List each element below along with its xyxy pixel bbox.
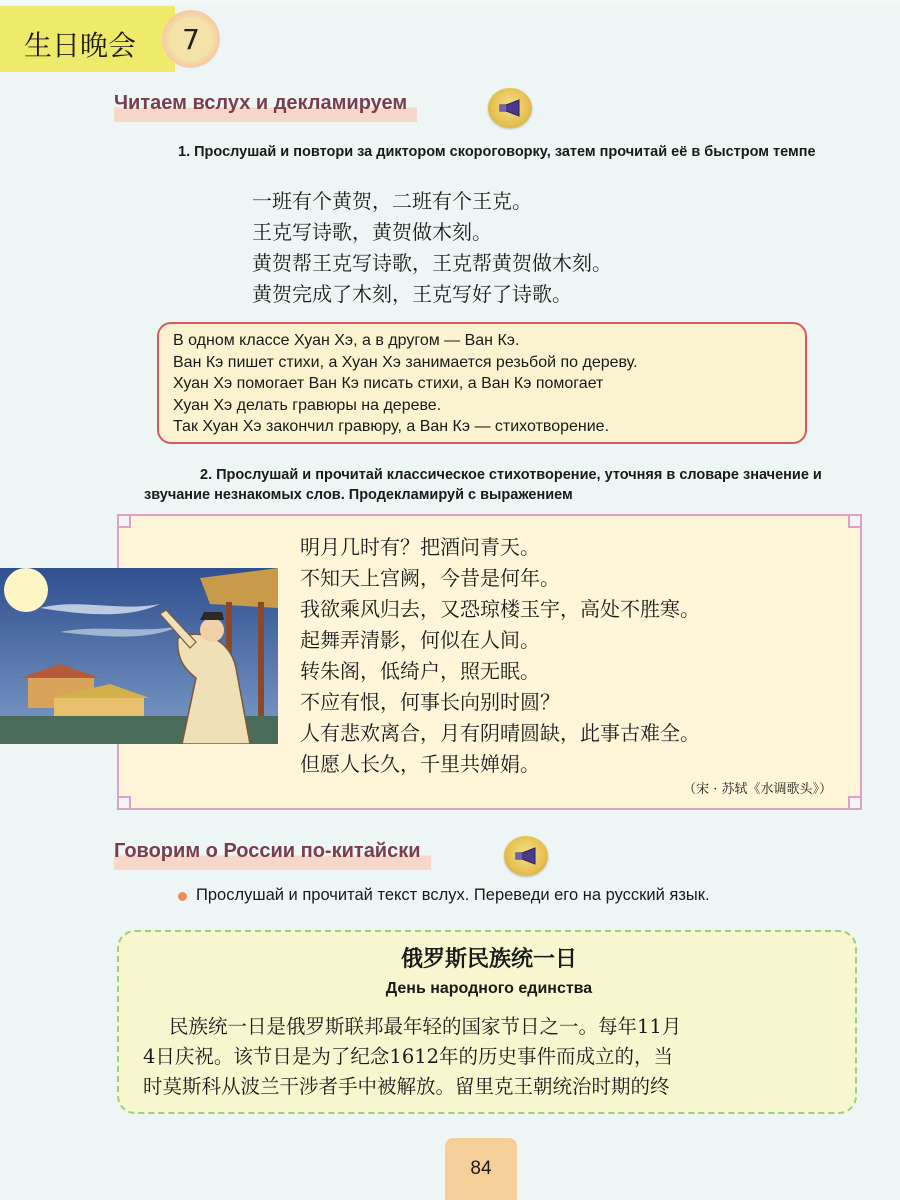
article-line: 民族统一日是俄罗斯联邦最年轻的国家节日之一。每年11月 — [169, 1015, 682, 1038]
moon-icon — [4, 568, 48, 612]
poem-corner — [848, 796, 862, 810]
tongue-twister-line: 黄贺帮王克写诗歌，王克帮黄贺做木刻。 — [252, 251, 612, 275]
lesson-title: 生日晚会 — [24, 29, 137, 62]
poem-line: 不应有恨，何事长向别时圆？ — [300, 690, 560, 714]
task1-instruction: 1. Прослушай и повтори за диктором скороговорку, затем прочитай её в быстром темпе — [178, 144, 816, 160]
poem-line: 但愿人长久，千里共婵娟。 — [300, 752, 540, 776]
poem-line: 明月几时有？把酒问青天。 — [300, 535, 540, 559]
translation-line: Так Хуан Хэ закончил гравюру, а Ван Кэ — стихотворение. — [173, 418, 610, 435]
bullet-icon — [178, 892, 187, 901]
poem-line: 转朱阁，低绮户，照无眠。 — [300, 659, 540, 683]
article-box — [117, 930, 857, 1114]
tongue-twister — [252, 186, 612, 310]
article-line: 时莫斯科从波兰干涉者手中被解放。留里克王朝统治时期的终 — [143, 1075, 670, 1098]
translation-box — [157, 322, 807, 444]
poem-corner — [848, 514, 862, 528]
speaker-icon[interactable] — [504, 836, 548, 876]
translation-line: В одном классе Хуан Хэ, а в другом — Ван Кэ. — [173, 332, 520, 349]
speaker-icon[interactable] — [488, 88, 532, 128]
lesson-number-badge — [162, 10, 220, 68]
poem-line: 我欲乘风归去，又恐琼楼玉宇，高处不胜寒。 — [300, 597, 700, 621]
tongue-twister-line: 一班有个黄贺，二班有个王克。 — [252, 189, 532, 213]
translation-line: Хуан Хэ делать гравюры на дереве. — [173, 396, 442, 414]
translation-line: Хуан Хэ помогает Ван Кэ писать стихи, а Ван Кэ помогает — [173, 375, 604, 392]
page-top-edge — [0, 0, 900, 4]
translation-line: Ван Кэ пишет стихи, а Хуан Хэ занимается резьбой по дереву. — [173, 353, 638, 371]
speaker-glyph-icon — [513, 845, 539, 867]
tongue-twister-line: 黄贺完成了木刻，王克写好了诗歌。 — [252, 282, 572, 306]
tongue-twister-line: 王克写诗歌，黄贺做木刻。 — [252, 220, 492, 244]
poem-line: 人有悲欢离合，月有阴晴圆缺，此事古难全。 — [300, 721, 700, 745]
speaker-glyph-icon — [497, 97, 523, 119]
lesson-header — [0, 6, 175, 72]
article-subtitle: День народного единства — [385, 980, 593, 997]
article-body — [143, 1012, 843, 1102]
poet-illustration — [0, 568, 278, 744]
poem — [300, 532, 700, 780]
poem-line: 起舞弄清影，何似在人间。 — [300, 628, 540, 652]
task2-instruction: 2. Прослушай и прочитай классическое стихотворение, уточняя в словаре значение и звучание незнакомых слов. Продекламируй с выражением — [144, 467, 822, 503]
poem-line: 不知天上宫阙，今昔是何年。 — [300, 566, 560, 590]
poem-source: （宋 · 苏轼《水调歌头》） — [683, 782, 832, 797]
section-heading-read-aloud: Читаем вслух и декламируем — [114, 90, 417, 122]
lesson-number: 7 — [169, 17, 213, 61]
article-title: 俄罗斯民族统一日 — [400, 946, 577, 972]
poem-corner — [117, 514, 131, 528]
bullet-instruction: Прослушай и прочитай текст вслух. Переведи его на русский язык. — [196, 886, 710, 904]
page-number: 84 — [445, 1138, 517, 1200]
article-line: 4日庆祝。该节日是为了纪念1612年的历史事件而成立的，当 — [143, 1045, 674, 1068]
poem-corner — [117, 796, 131, 810]
section-heading-russia: Говорим о России по-китайски — [114, 838, 431, 870]
